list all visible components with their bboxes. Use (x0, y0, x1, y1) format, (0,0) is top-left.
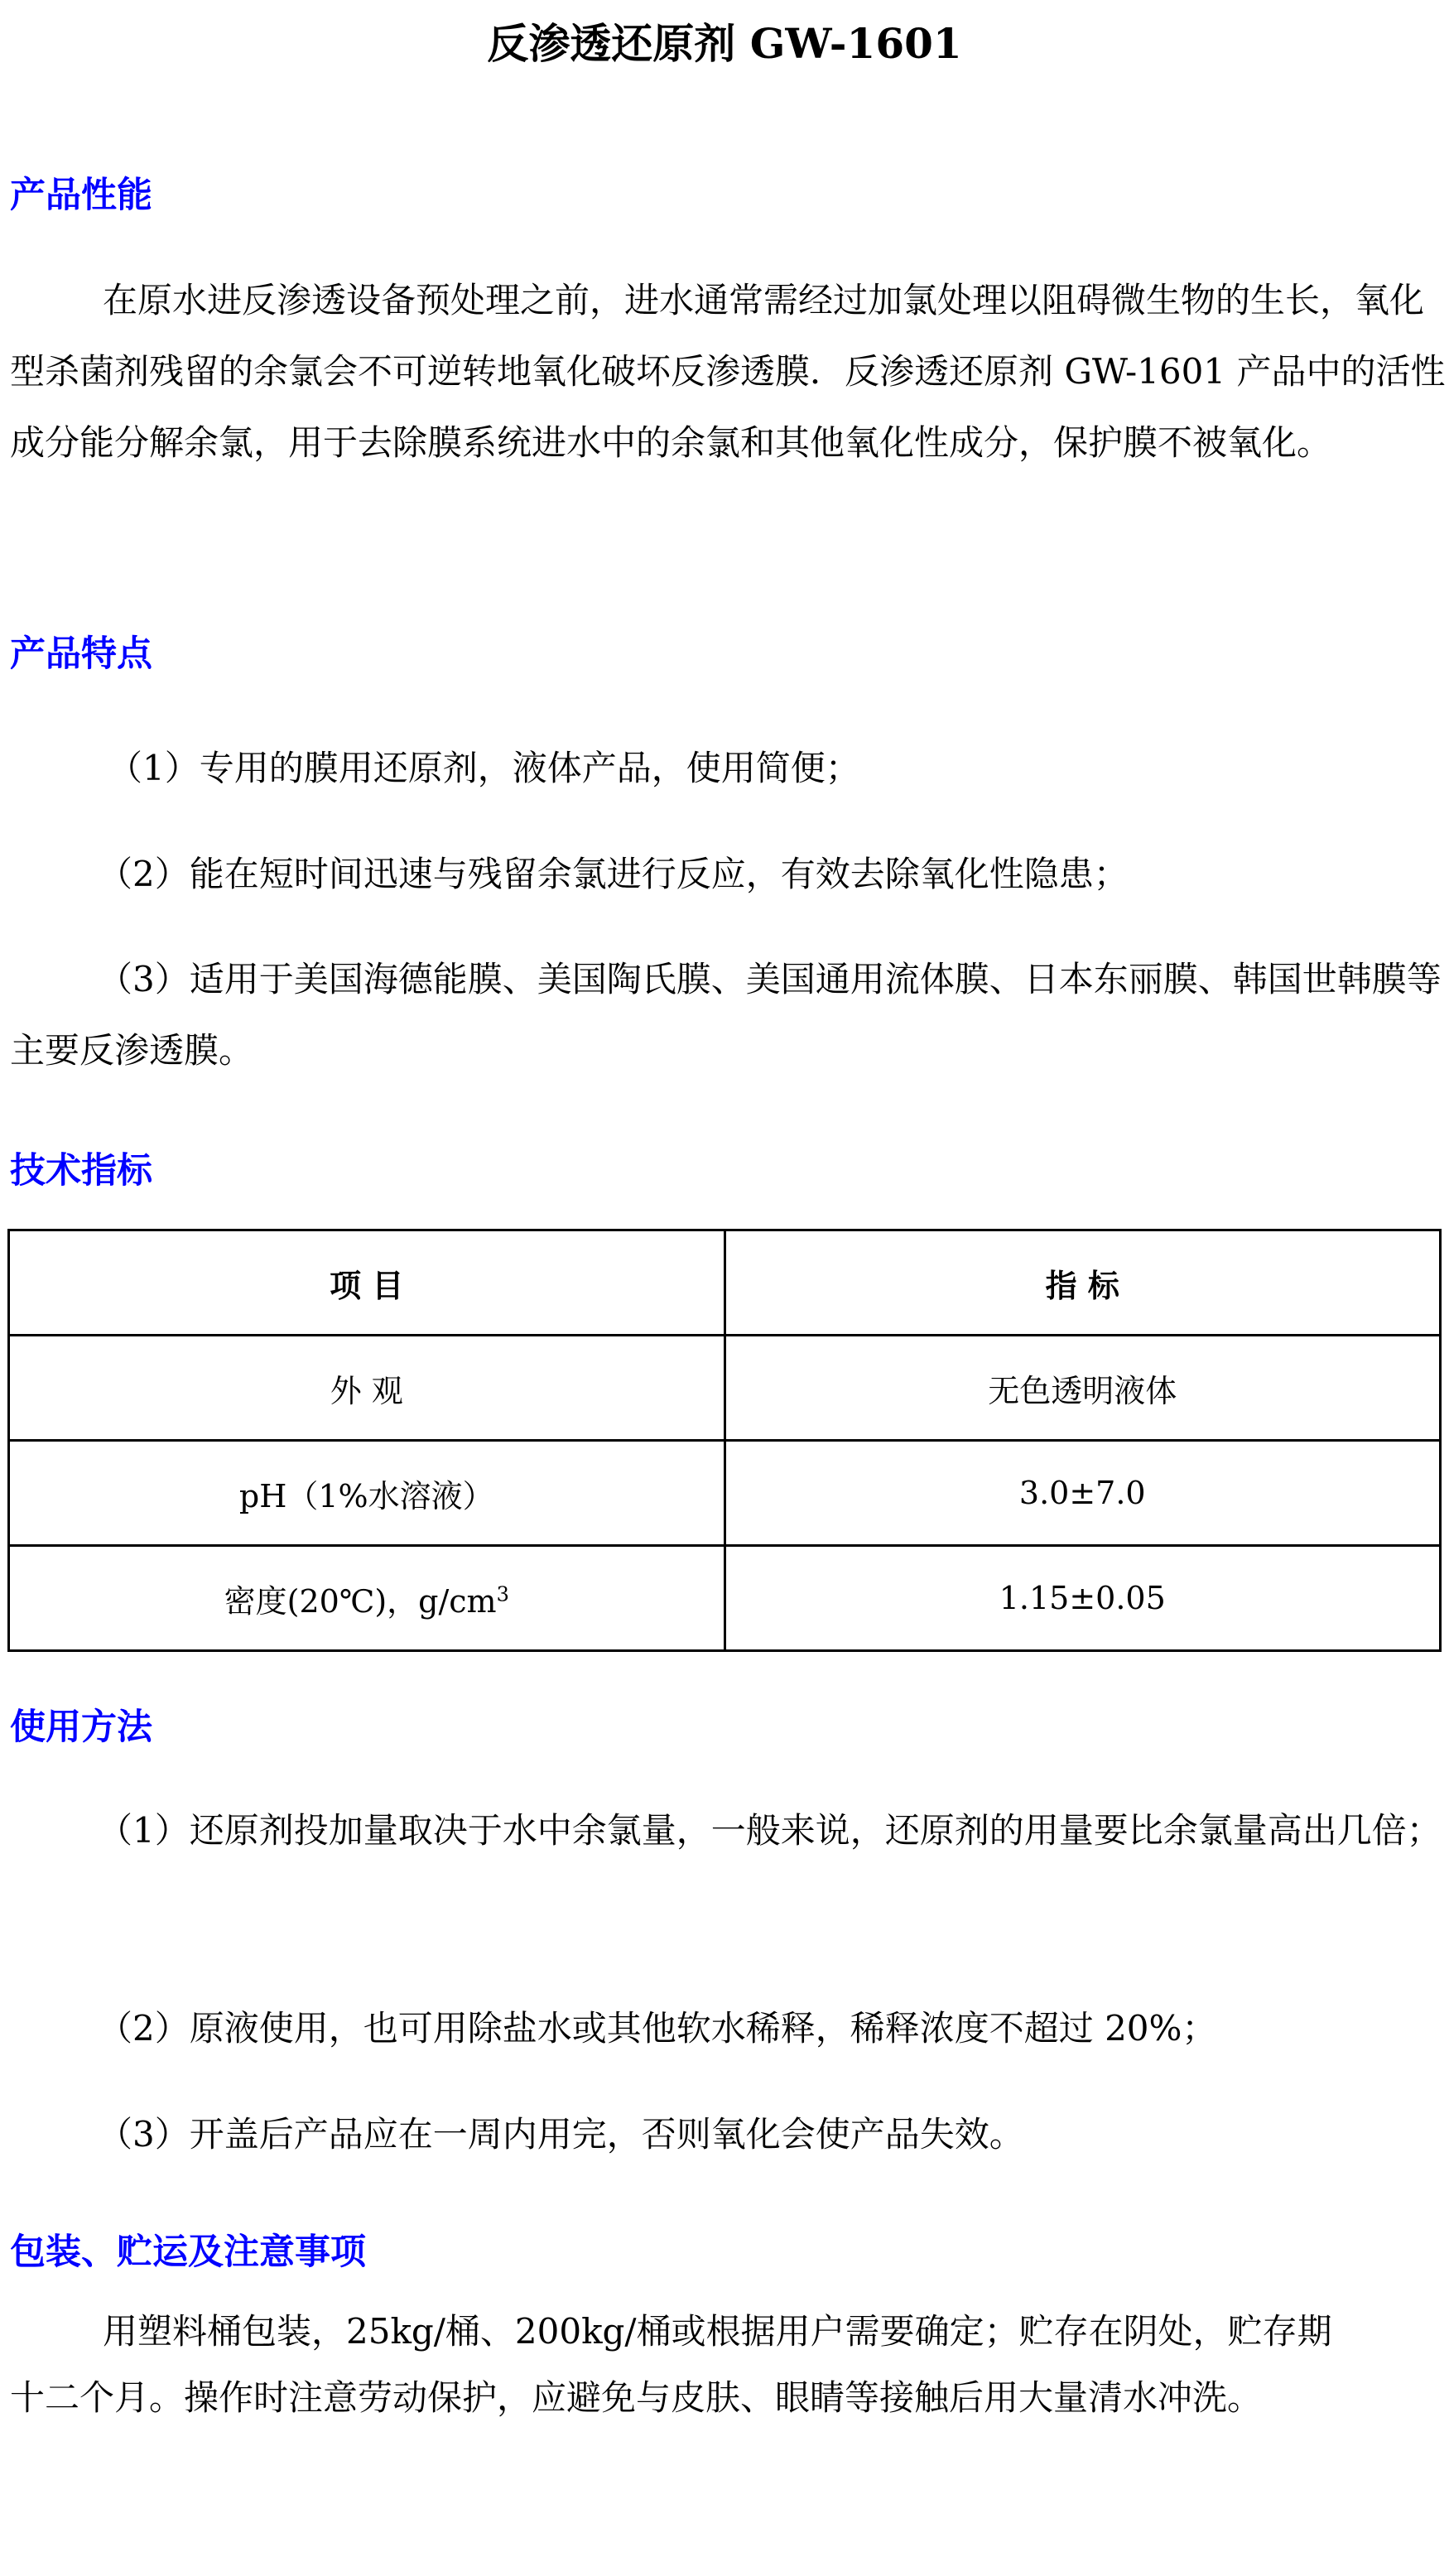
usage-item-2: （2）原液使用，也可用除盐水或其他软水稀释，稀释浓度不超过 20%； (98, 2008, 1217, 2049)
page-title: 反渗透还原剂 GW-1601 (487, 19, 962, 68)
table-row (9, 1336, 1441, 1441)
spec-table (7, 1229, 1442, 1652)
section-heading-packaging: 包装、贮运及注意事项 (10, 2232, 366, 2273)
performance-paragraph: 在原水进反渗透设备预处理之前，进水通常需经过加氯处理以阻碍微生物的生长，氧化型杀菌剂残留的余氯会不可逆转地氧化破坏反渗透膜．反渗透还原剂 GW-1601 产品中的活性成分能分解余氯，用于去除膜系统进水中的余氯和其他氧化性成分，保护膜不被氧化。 (10, 280, 1446, 463)
feature-item-3: （3）适用于美国海德能膜、美国陶氏膜、美国通用流体膜、日本东丽膜、韩国世韩膜等主要反渗透膜。 (10, 959, 1442, 1071)
density-superscript: 3 (496, 1582, 509, 1606)
usage-item-3: （3）开盖后产品应在一周内用完，否则氧化会使产品失效。 (98, 2114, 1024, 2155)
table-cell-value: 3.0±7.0 (724, 1441, 1441, 1546)
density-label: 密度(20℃)，g/cm (224, 1582, 497, 1620)
table-row (9, 1441, 1441, 1546)
section-heading-usage: 使用方法 (10, 1707, 152, 1748)
usage-item-1: （1）还原剂投加量取决于水中余氯量，一般来说，还原剂的用量要比余氯量高出几倍； (98, 1810, 1442, 1851)
section-heading-performance: 产品性能 (10, 175, 152, 216)
table-cell-item (9, 1546, 725, 1651)
feature-item-2: （2）能在短时间迅速与残留余氯进行反应，有效去除氧化性隐患； (98, 854, 1129, 894)
table-header-row (9, 1230, 1441, 1336)
section-heading-features: 产品特点 (10, 633, 152, 675)
table-row (9, 1546, 1441, 1651)
table-cell-value: 1.15±0.05 (724, 1546, 1441, 1651)
table-header-value: 指 标 (724, 1230, 1441, 1336)
table-header-item: 项 目 (9, 1230, 725, 1336)
table-cell-item: pH（1%水溶液） (9, 1441, 725, 1546)
packaging-paragraph: 用塑料桶包装，25kg/桶、200kg/桶或根据用户需要确定；贮存在阴处，贮存期十二个月。操作时注意劳动保护，应避免与皮肤、眼睛等接触后用大量清水冲洗。 (10, 2311, 1332, 2418)
section-heading-specs: 技术指标 (10, 1150, 152, 1192)
feature-item-1: （1）专用的膜用还原剂，液体产品，使用简便； (108, 748, 860, 788)
table-cell-value: 无色透明液体 (724, 1336, 1441, 1441)
table-cell-item: 外 观 (9, 1336, 725, 1441)
